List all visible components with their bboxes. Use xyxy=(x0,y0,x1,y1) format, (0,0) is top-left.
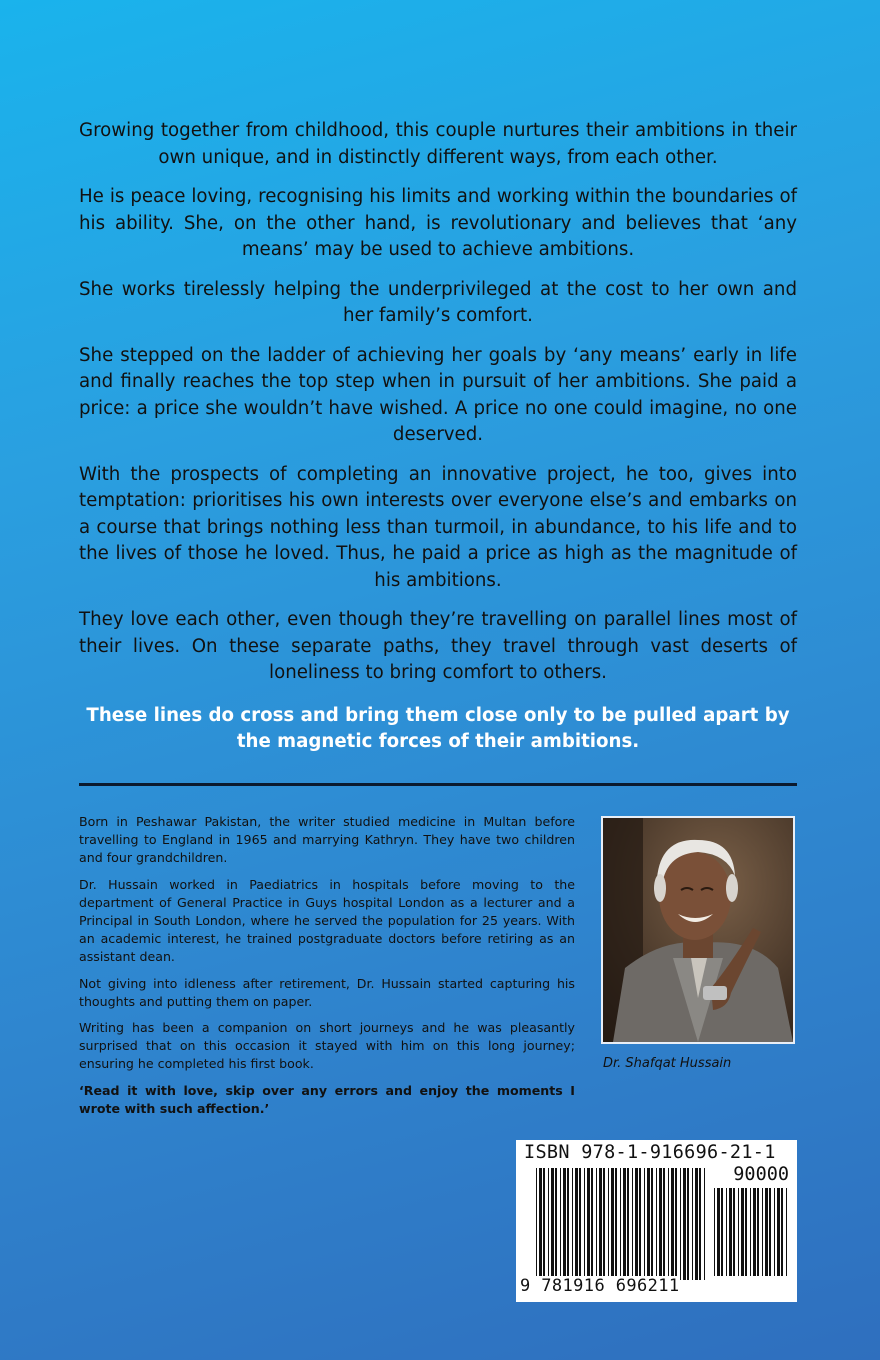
barcode-bar xyxy=(769,1188,771,1276)
barcode-bar xyxy=(762,1188,763,1276)
barcode-bar xyxy=(675,1168,677,1280)
blurb-paragraph: She works tirelessly helping the underprivileged at the cost to her own and her family’s comfort. xyxy=(79,278,797,326)
barcode-bar xyxy=(567,1168,569,1280)
barcode-bar xyxy=(584,1168,585,1280)
barcode-bar xyxy=(572,1168,573,1280)
barcode-bar xyxy=(608,1168,609,1280)
barcode-bar xyxy=(639,1168,641,1280)
barcode-bar xyxy=(591,1168,593,1280)
ean5-addon-bars xyxy=(714,1188,790,1276)
section-divider xyxy=(79,783,797,786)
barcode-bar xyxy=(741,1188,744,1276)
barcode-bar xyxy=(615,1168,617,1280)
blurb-paragraph: With the prospects of completing an innovative project, he too, gives into temptation: prioritises his own interests over everyone else’s and embarks on a course that brings nothing less than turmoil, in abundance, to his life and to the lives of those he loved. Thus, he paid a price as high as the magnitude of his ambitions. xyxy=(79,463,797,591)
barcode-bar xyxy=(627,1168,629,1280)
bio-paragraph: Writing has been a companion on short journeys and he was pleasantly surprised that on this occasion it stayed with him on this long journey; ensuring he completed his first book. xyxy=(79,1020,575,1072)
barcode-bar xyxy=(786,1188,787,1276)
blurb-paragraph: Growing together from childhood, this couple nurtures their ambitions in their own unique, and in distinctly different ways, from each other. xyxy=(79,120,797,168)
barcode-bar xyxy=(563,1168,566,1280)
barcode-bar xyxy=(729,1188,732,1276)
barcode-bar xyxy=(671,1168,674,1280)
barcode-bar xyxy=(599,1168,602,1280)
barcode-bar xyxy=(668,1168,669,1280)
barcode-bar xyxy=(647,1168,650,1280)
price-code: 90000 xyxy=(733,1164,789,1185)
author-bio xyxy=(79,813,575,1126)
ean13-bars xyxy=(536,1168,708,1284)
barcode-bar xyxy=(714,1188,715,1276)
bio-paragraph: Born in Peshawar Pakistan, the writer studied medicine in Multan before travelling to England in 1965 and marrying Kathryn. They have two children and four grandchildren. xyxy=(79,814,575,866)
barcode-bar xyxy=(659,1168,662,1280)
isbn-barcode xyxy=(516,1140,797,1302)
barcode-bar xyxy=(683,1168,686,1280)
barcode-bar xyxy=(680,1168,681,1280)
barcode-bar xyxy=(575,1168,578,1280)
barcode-bar xyxy=(753,1188,756,1276)
author-portrait-icon xyxy=(603,818,793,1042)
barcode-bar xyxy=(551,1168,554,1280)
bio-paragraph: Dr. Hussain worked in Paediatrics in hospitals before moving to the department of General Practice in Guys hospital London as a lecturer and a Principal in South London, where he served the population for 25 years. With an academic interest, he trained postgraduate doctors before retiring as an assistant dean. xyxy=(79,876,575,965)
blurb-paragraph: She stepped on the ladder of achieving her goals by ‘any means’ early in life and finally reaches the top step when in pursuit of her ambitions. She paid a price: a price she wouldn’t have wished. A price no one could imagine, no one deserved. xyxy=(79,344,797,445)
barcode-bar xyxy=(651,1168,653,1280)
barcode-bar xyxy=(548,1168,549,1280)
barcode-bar xyxy=(738,1188,739,1276)
barcode-bar xyxy=(579,1168,581,1280)
blurb-paragraph: They love each other, even though they’re travelling on parallel lines most of their lives. On these separate paths, they travel through vast deserts of loneliness to bring comfort to others. xyxy=(79,609,797,683)
barcode-bar xyxy=(596,1168,597,1280)
barcode-bar xyxy=(543,1168,545,1280)
barcode-bar xyxy=(632,1168,633,1280)
barcode-digits: 9 781916 696211 xyxy=(520,1276,680,1296)
barcode-bar xyxy=(536,1168,537,1280)
barcode-bar xyxy=(587,1168,590,1280)
barcode-bar xyxy=(721,1188,723,1276)
barcode-bar xyxy=(777,1188,780,1276)
barcode-bar xyxy=(726,1188,727,1276)
barcode-bar xyxy=(704,1168,705,1280)
barcode-bar xyxy=(717,1188,720,1276)
barcode-bar xyxy=(765,1188,768,1276)
barcode-bar xyxy=(692,1168,693,1280)
barcode-bar xyxy=(603,1168,605,1280)
barcode-bar xyxy=(781,1188,783,1276)
barcode-bar xyxy=(733,1188,735,1276)
blurb-closing-line: These lines do cross and bring them close only to be pulled apart by the magnetic forces of their ambitions. xyxy=(86,704,790,752)
barcode-bar xyxy=(611,1168,614,1280)
barcode-bar xyxy=(774,1188,775,1276)
barcode-bar xyxy=(620,1168,621,1280)
author-photo xyxy=(601,816,795,1044)
back-cover-blurb xyxy=(79,118,797,769)
barcode-bar xyxy=(745,1188,747,1276)
barcode-bar xyxy=(635,1168,638,1280)
barcode-bar xyxy=(560,1168,561,1280)
barcode-bar xyxy=(539,1168,542,1280)
barcode-bar xyxy=(644,1168,645,1280)
barcode-bar xyxy=(757,1188,759,1276)
author-quote: ‘Read it with love, skip over any errors and enjoy the moments I wrote with such affection.’ xyxy=(79,1082,575,1116)
bio-paragraph: Not giving into idleness after retirement, Dr. Hussain started capturing his thoughts and putting them on paper. xyxy=(79,975,575,1009)
barcode-bar xyxy=(699,1168,701,1280)
barcode-bar xyxy=(663,1168,665,1280)
barcode-bar xyxy=(695,1168,698,1280)
barcode-bar xyxy=(623,1168,626,1280)
barcode-bar xyxy=(656,1168,657,1280)
photo-caption: Dr. Shafqat Hussain xyxy=(603,1056,732,1071)
blurb-paragraph: He is peace loving, recognising his limits and working within the boundaries of his ability. She, on the other hand, is revolutionary and believes that ‘any means’ may be used to achieve ambitions. xyxy=(79,186,797,260)
isbn-label: ISBN 978-1-916696-21-1 xyxy=(524,1142,776,1163)
barcode-bar xyxy=(750,1188,751,1276)
barcode-bar xyxy=(687,1168,689,1280)
barcode-bar xyxy=(555,1168,557,1280)
